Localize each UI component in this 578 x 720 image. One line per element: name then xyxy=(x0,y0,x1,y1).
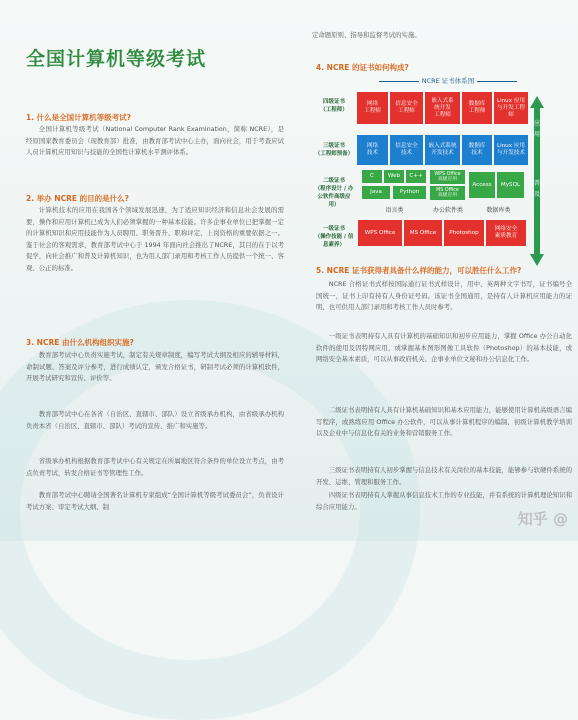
right-top-text: 定命题原则、指导和监督考试的实施。 xyxy=(312,31,421,39)
level-1-label: 一级证书 （操作技能 / 信息素养） xyxy=(314,226,354,248)
section-4-heading: 4. NCRE 的证书如何构成? xyxy=(316,63,409,72)
level2-wps-advanced: WPS Office 高级应用 xyxy=(430,170,465,184)
level4-database-engineer: 数据库 工程师 xyxy=(462,92,492,124)
level4-linux-engineer: Linux 应用 与开发工程师 xyxy=(494,92,528,124)
watermark: 知乎 @ xyxy=(517,510,568,528)
section-1-paragraph: 全国计算机等级考试（National Computer Rank Examination，简称 NCRE），是经原国家教育委员会（现教育部）批准，由教育部考试中心主办，面向社会，用于考查应试人员计算机应用知识与技能的全国性计算机水平测评体系。 xyxy=(26,125,284,157)
level2-access: Access xyxy=(469,172,495,198)
diagram-title: NCRE 证书体系图 xyxy=(369,76,527,85)
level4-embedded-engineer: 嵌入式系 统开发 工程师 xyxy=(425,92,460,124)
page-title: 全国计算机等级考试 xyxy=(26,48,207,70)
category-language: 语言类 xyxy=(385,207,404,214)
section-5-heading: 5. NCRE 证书获得者具备什么样的能力，可以胜任什么工作? xyxy=(316,266,522,275)
section-3-paragraph-4: 教育部考试中心聘请全国著名计算机专家组成“全国计算机等级考试委员会”，负责设计考试方案、审定考试大纲、制 xyxy=(26,491,284,511)
section-5-paragraph-2: 一级证书表明持有人具有计算机的基础知识和初步应用能力，掌握 Office 办公自动化软件的使用及因特网应用，或掌握基本图形图像工具软件（Photoshop）的基本技能，或网络安全基本素质，可以从事政府机关、企事业单位文秘和办公信息化工作。 xyxy=(316,332,572,364)
level2-ms-advanced: MS Office 高级应用 xyxy=(430,186,465,200)
level4-network-engineer: 网络 工程师 xyxy=(357,92,388,124)
level-4-label: 四级证书 （工程师） xyxy=(320,99,348,113)
section-5-paragraph-1: NCRE 合格证书式样按国际通行证书式样设计，用中、英两种文字书写，证书编号全国统一，证书上印有持有人身份证号码。该证书全国通用，是持有人计算机应用能力的证明，也可供用人部门录用和考核工作人员时参考。 xyxy=(316,280,572,312)
section-2-heading: 2. 举办 NCRE 的目的是什么? xyxy=(26,194,129,203)
level-3-label: 三级证书 （工程师预备） xyxy=(314,143,354,157)
section-3-paragraph-2: 教育部考试中心在各省（自治区、直辖市、部队）设立省级承办机构，由省级承办机构负责本省（自治区、直辖市、部队）考试的宣传、推广和实施等。 xyxy=(26,410,284,430)
level2-cpp: C++ xyxy=(406,170,426,183)
section-3-heading: 3. NCRE 由什么机构组织实施? xyxy=(26,338,134,347)
level4-security-engineer: 信息安全 工程师 xyxy=(390,92,423,124)
section-5-paragraph-5: 四级证书表明持有人掌握从事信息技术工作的专业技能，并有系统的计算机理论知识和综合应用能力。 xyxy=(316,491,572,511)
level3-security-tech: 信息安全 技术 xyxy=(390,135,423,165)
section-3-paragraph-3: 省级承办机构根据教育部考试中心有关规定在所属地区符合条件的单位设立考点，由考点负责考试，转发合格证书等管理性工作。 xyxy=(26,457,284,477)
category-office: 办公软件类 xyxy=(432,207,463,214)
level2-python: Python xyxy=(393,186,426,199)
level1-photoshop: Photoshop xyxy=(444,220,484,246)
section-3-paragraph-1: 教育部考试中心负责实施考试，制定有关规章制度，编写考试大纲及相应的辅导材料，命制试题、答案及评分参考，进行成绩认定，颁发合格证书，研制考试必须的计算机软件，开展考试研究和宣传、评价等。 xyxy=(26,351,284,383)
level2-c: C xyxy=(362,170,382,183)
level2-java: Java xyxy=(362,186,390,199)
level3-database-tech: 数据库 技术 xyxy=(462,135,492,165)
section-1-heading: 1. 什么是全国计算机等级考试? xyxy=(26,113,132,122)
section-5-paragraph-3: 二级证书表明持有人具有计算机基础知识和基本应用能力，能够使用计算机高级语言编写程序，或熟练应用 Office 办公软件，可以从事计算机程序的编制、初级计算机教学培训以及企业中与信息化有关的业务和营销服务工作。 xyxy=(316,406,572,438)
level-2-label: 二级证书 （程序设计 / 办公软件高级应用） xyxy=(314,178,354,208)
level1-network-security: 网络安全 素质教育 xyxy=(486,220,526,246)
section-5-paragraph-4: 三级证书表明持有人初步掌握与信息技术有关岗位的基本技能，能够参与软硬件系统的开发、运维、管理和服务工作。 xyxy=(316,466,572,486)
level1-ms-office: MS Office xyxy=(404,220,442,246)
level2-mysql: MySQL xyxy=(497,172,524,198)
level1-wps-office: WPS Office xyxy=(358,220,402,246)
level3-linux-tech: Linux 应用 与开发技术 xyxy=(494,135,528,165)
level2-web: Web xyxy=(384,170,404,183)
arrow-label-application: 应 用 xyxy=(533,120,540,138)
arrow-label-popularization: 普 及 xyxy=(533,180,540,198)
level3-embedded-tech: 嵌入式系统 开发技术 xyxy=(425,135,460,165)
category-database: 数据库类 xyxy=(486,207,511,214)
level3-network-tech: 网络 技术 xyxy=(357,135,388,165)
section-2-paragraph: 计算机技术的应用在我国各个领域发展迅速，为了适应知识经济和信息社会发展的需要，操作和应用计算机已成为人们必须掌握的一种基本技能。许多企事业单位已把掌握一定的计算机知识和应用技能作为人员聘用、职务晋升、职称评定、上岗资格的重要依据之一。鉴于社会的客观需求，教育部考试中心于 1994 年面向社会推出了NCRE，其目的在于以考促学，向社会推广和普及计算机知识，也为用人部门录用和考核工作人员提供一个统一、客观、公正的标准。 xyxy=(26,206,284,272)
